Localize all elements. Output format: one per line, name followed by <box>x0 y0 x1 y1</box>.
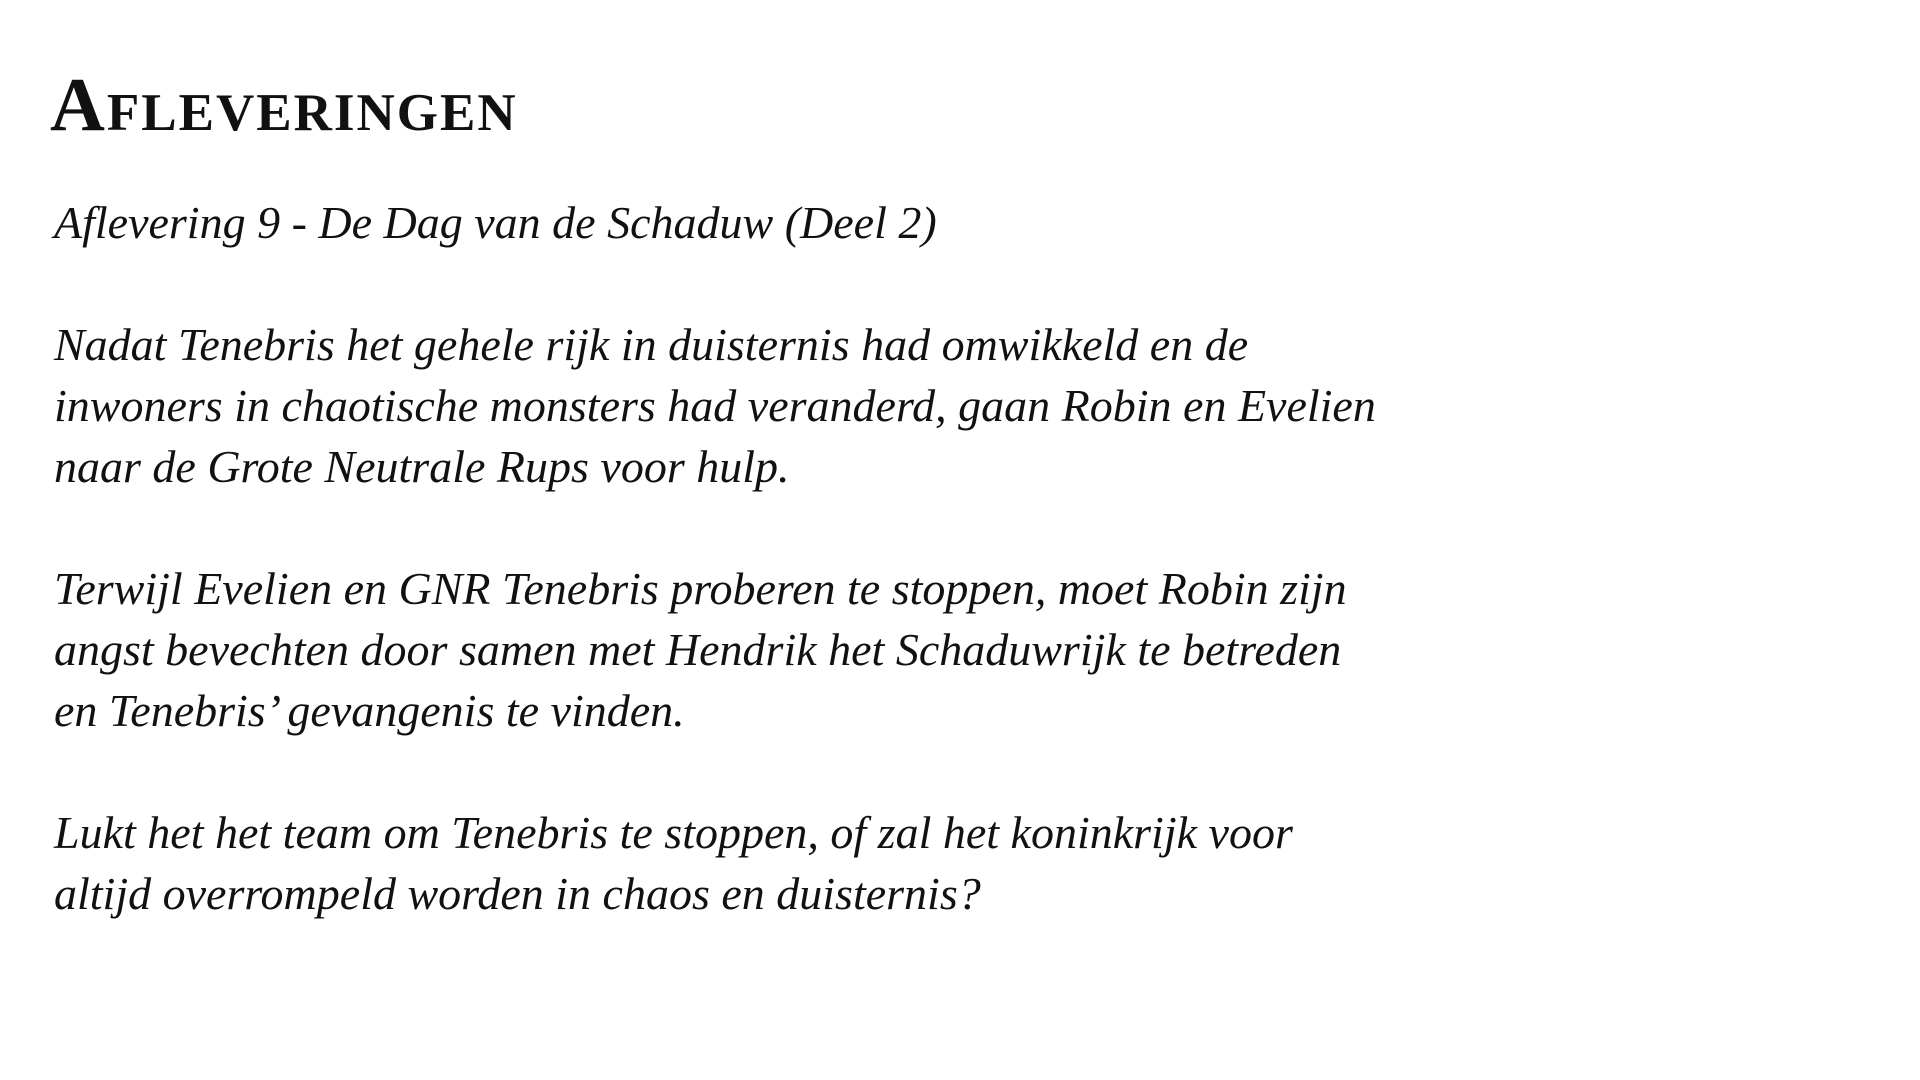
paragraph-3 <box>54 802 1614 924</box>
paragraph-line: en Tenebris’ gevangenis te vinden. <box>54 685 685 736</box>
episode-description <box>54 192 1614 985</box>
paragraph-line: altijd overrompeld worden in chaos en duisternis? <box>54 868 981 919</box>
paragraph-1 <box>54 314 1614 497</box>
page-title: Afleveringen <box>50 63 518 147</box>
paragraph-line: inwoners in chaotische monsters had veranderd, gaan Robin en Evelien <box>54 380 1376 431</box>
episode-title <box>54 192 1614 253</box>
paragraph-line: Nadat Tenebris het gehele rijk in duisternis had omwikkeld en de <box>54 319 1249 370</box>
paragraph-line: naar de Grote Neutrale Rups voor hulp. <box>54 441 790 492</box>
paragraph-2 <box>54 558 1614 741</box>
paragraph-line: Terwijl Evelien en GNR Tenebris proberen te stoppen, moet Robin zijn <box>54 563 1347 614</box>
paragraph-line: Lukt het het team om Tenebris te stoppen, of zal het koninkrijk voor <box>54 807 1293 858</box>
episode-title-text: Aflevering 9 - De Dag van de Schaduw (Deel 2) <box>54 197 937 248</box>
paragraph-line: angst bevechten door samen met Hendrik het Schaduwrijk te betreden <box>54 624 1342 675</box>
